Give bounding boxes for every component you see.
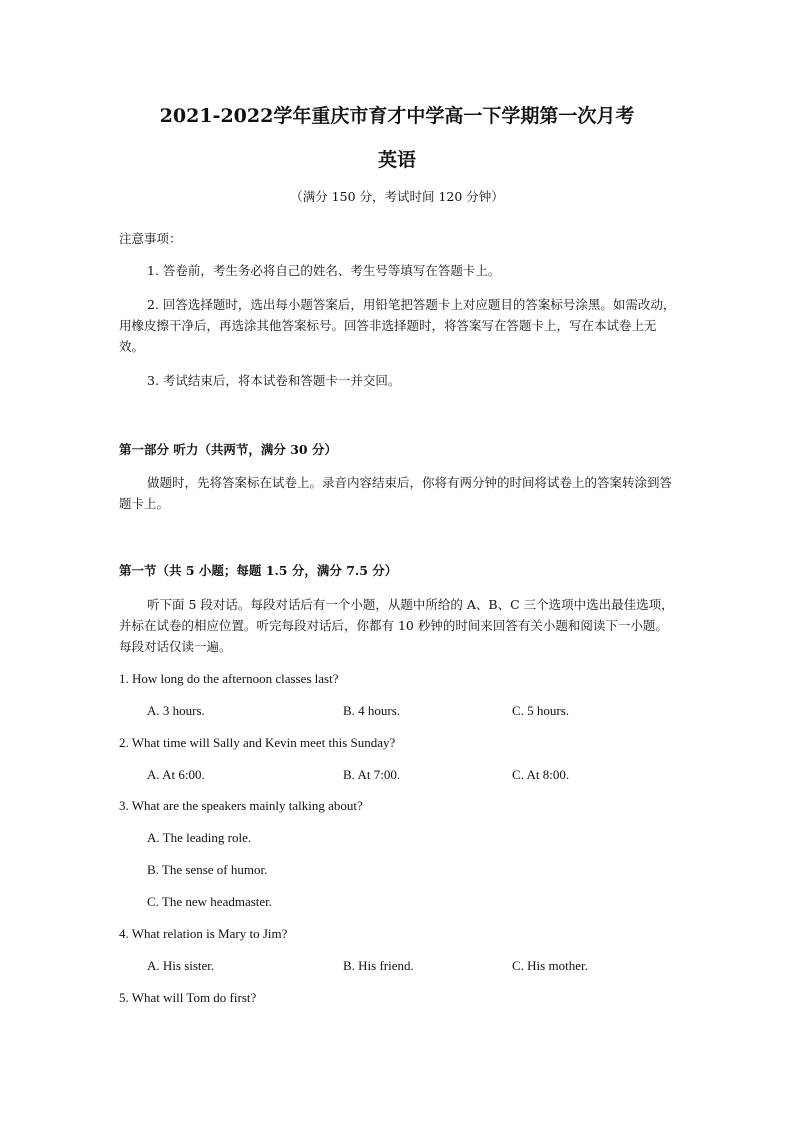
q1-option-b: B. 4 hours. [343,703,401,718]
score-info: （满分 150 分，考试时间 120 分钟） [290,189,504,204]
note-item-1: 1. 答卷前，考生务必将自己的姓名、考生号等填写在答题卡上。 [147,263,501,278]
part1-heading: 第一部分 听力（共两节，满分 30 分） [119,442,337,457]
subject-title: 英语 [377,149,416,171]
question-4: 4. What relation is Mary to Jim? [119,926,288,941]
q4-option-c: C. His mother. [512,958,588,973]
section1-instruction: 听下面 5 段对话。每段对话后有一个小题，从题中所给的 A、B、C 三个选项中选出最佳选项，并标在试卷的相应位置。听完每段对话后，你都有 10 秒钟的时间来回答有关小题和阅读下一小题。每段对话仅读一遍。 [119,597,674,654]
q4-option-a: A. His sister. [147,958,215,973]
q4-option-b: B. His friend. [343,958,414,973]
notes-heading: 注意事项： [119,231,182,246]
q2-option-b: B. At 7:00. [343,767,401,782]
question-2: 2. What time will Sally and Kevin meet this Sunday? [119,735,396,750]
note-item-2: 2. 回答选择题时，选出每小题答案后，用铅笔把答题卡上对应题目的答案标号涂黑。如需改动，用橡皮擦干净后，再选涂其他答案标号。回答非选择题时，将答案写在答题卡上，写在本试卷上无效。 [119,297,676,354]
q3-option-b: B. The sense of humor. [147,862,268,877]
q3-option-a: A. The leading role. [147,830,252,845]
exam-title: 2021-2022学年重庆市育才中学高一下学期第一次月考 [159,105,635,127]
q1-option-a: A. 3 hours. [147,703,205,718]
q3-option-c: C. The new headmaster. [147,894,273,909]
part1-instruction: 做题时，先将答案标在试卷上。录音内容结束后，你将有两分钟的时间将试卷上的答案转涂到答题卡上。 [119,475,673,511]
question-3: 3. What are the speakers mainly talking about? [119,798,363,813]
question-5: 5. What will Tom do first? [119,990,257,1005]
question-1: 1. How long do the afternoon classes last? [119,671,339,686]
q1-option-c: C. 5 hours. [512,703,570,718]
q2-option-c: C. At 8:00. [512,767,570,782]
q2-option-a: A. At 6:00. [147,767,205,782]
note-item-3: 3. 考试结束后，将本试卷和答题卡一并交回。 [147,373,401,388]
section1-heading: 第一节（共 5 小题；每题 1.5 分，满分 7.5 分） [119,563,398,578]
